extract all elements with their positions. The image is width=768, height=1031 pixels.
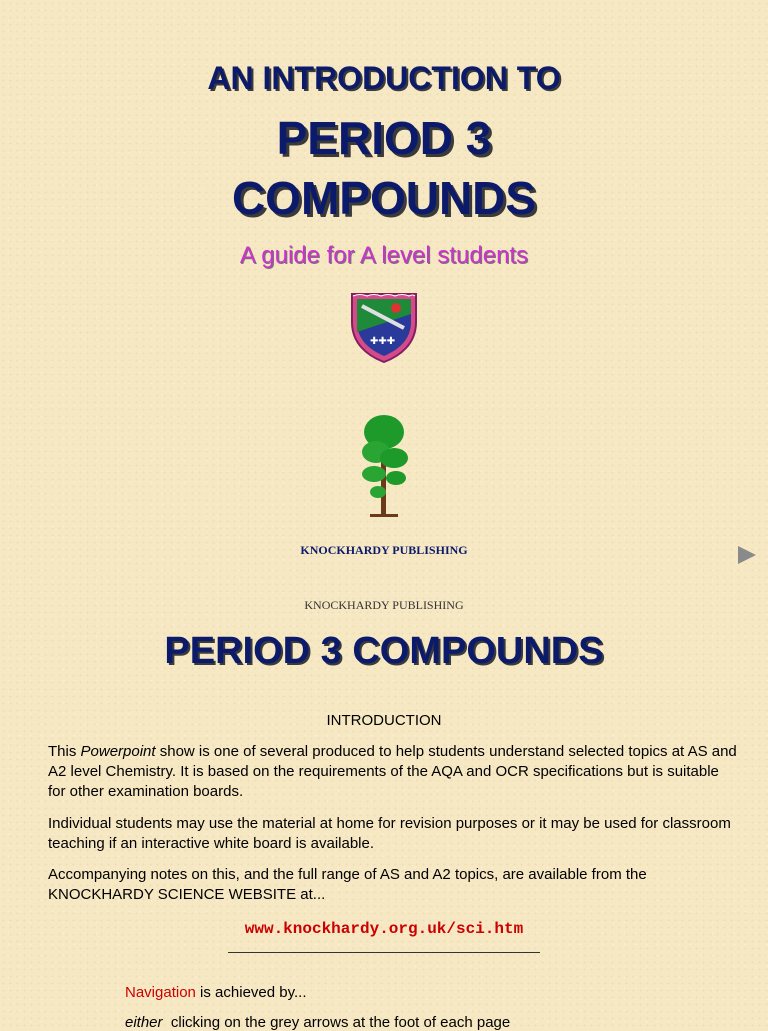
introduction-title: INTRODUCTION xyxy=(326,712,442,729)
section-heading: PERIOD 3 COMPOUNDS xyxy=(164,630,604,672)
website-link[interactable]: www.knockhardy.org.uk/sci.htm xyxy=(244,920,524,938)
either-line xyxy=(125,1014,510,1031)
p1-after: show is one of several produced to help students understand selected topics at AS and A2 level Chemistry. It is based on the requirements of the AQA and OCR specifications but is suitable for other examination boards. xyxy=(48,743,737,800)
navigation-word: Navigation xyxy=(125,984,196,1001)
p1-before: This xyxy=(48,743,81,760)
navigation-rest: is achieved by... xyxy=(195,984,307,1001)
navigation-line xyxy=(125,984,307,1001)
publisher-label: KNOCKHARDY PUBLISHING xyxy=(300,543,468,557)
next-arrow-icon[interactable] xyxy=(738,546,756,564)
title-main xyxy=(0,108,768,228)
paragraph-3: Accompanying notes on this, and the full range of AS and A2 topics, are available from the KNOCKHARDY SCIENCE WEBSITE at... xyxy=(48,866,647,903)
p1-italic: Powerpoint xyxy=(80,743,156,760)
school-crest-icon xyxy=(350,292,418,364)
either-word: either xyxy=(125,1014,163,1031)
subtitle: A guide for A level students xyxy=(239,242,529,269)
tree-logo-icon xyxy=(356,412,412,520)
divider xyxy=(228,952,540,953)
either-rest: clicking on the grey arrows at the foot of each page xyxy=(162,1014,511,1031)
paragraph-2: Individual students may use the material at home for revision purposes or it may be used for classroom teaching if an interactive white board is available. xyxy=(48,815,731,852)
paragraph-1 xyxy=(48,742,738,802)
title-line-3: COMPOUNDS xyxy=(231,172,537,224)
svg-text:✚✚✚: ✚✚✚ xyxy=(370,336,396,347)
title-line-2: PERIOD 3 xyxy=(276,112,492,164)
title-line-1: AN INTRODUCTION TO xyxy=(207,60,561,96)
publisher-label-2: KNOCKHARDY PUBLISHING xyxy=(304,598,464,612)
